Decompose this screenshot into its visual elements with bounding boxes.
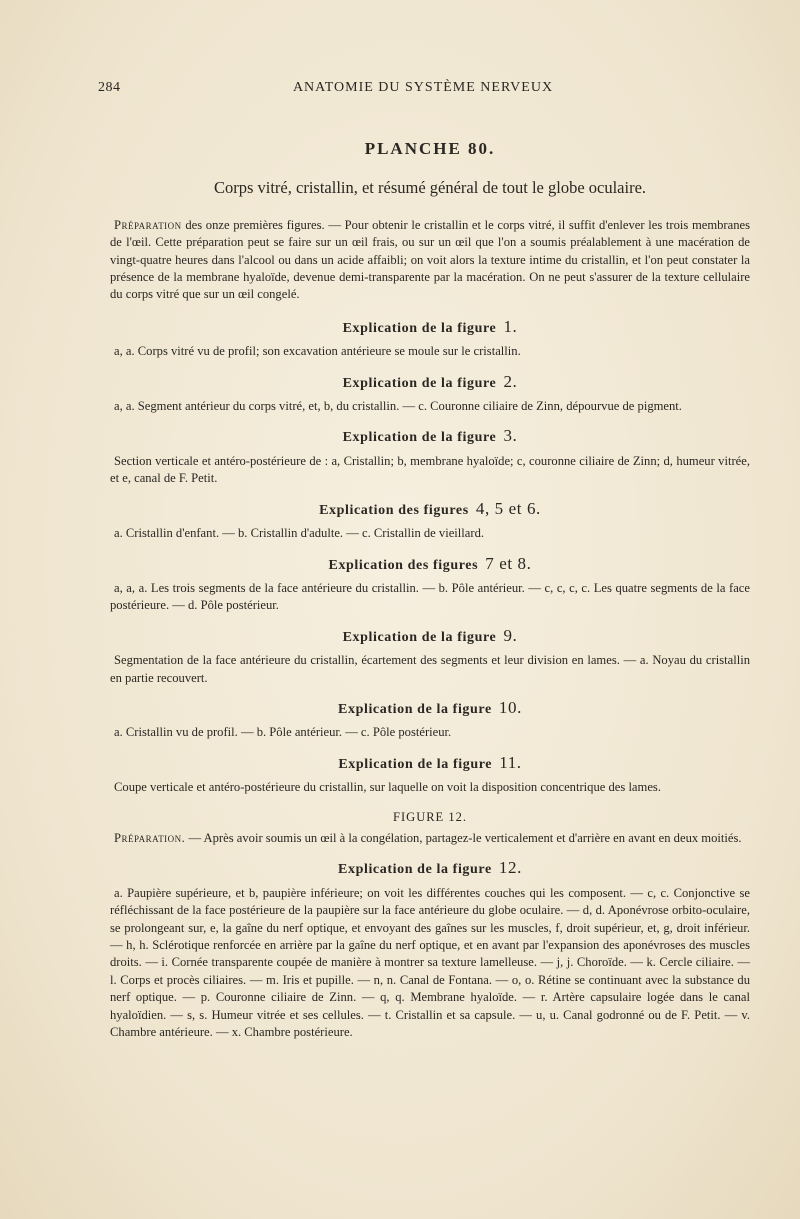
figure-9-explanation: Segmentation de la face antérieure du cristallin, écartement des segments et leur division en lames. — a. Noyau du cristallin en partie recouvert. bbox=[110, 653, 750, 685]
preparation-label: Préparation bbox=[114, 217, 182, 232]
figure-3-heading: Explication de la figure 3. bbox=[342, 426, 518, 446]
figure-11-heading: Explication de la figure 11. bbox=[338, 752, 522, 772]
figure-11-explanation: Coupe verticale et antéro-postérieure du cristallin, sur laquelle on voit la disposition concentrique des lames. bbox=[114, 780, 661, 795]
page-number: 284 bbox=[98, 80, 121, 95]
figure-12-heading: Explication de la figure 12. bbox=[338, 858, 522, 878]
figure-3-explanation: Section verticale et antéro-postérieure de : a, Cristallin; b, membrane hyaloïde; c, couronne ciliaire de Zinn; d, humeur vitrée, et e, canal de F. Petit. bbox=[110, 453, 750, 486]
preparation-text: des onze premières figures. — Pour obtenir le cristallin et le corps vitré, il suffit d'enlever les trois membranes de l'œil. Cette préparation peut se faire sur un œil frais, ou sur un œil que l'on a soumis préalablement à une macération de vingt-quatre heures dans l'alcool ou dans un acide affaibli; on voit alors la texture intime du cristallin, et l'on peut constater la présence de la membrane hyaloïde, devenue demi-transparente par la macération. On ne peut s'assurer de la texture cellulaire du corps vitré que sur un œil congelé. bbox=[110, 217, 750, 302]
preparation-12-paragraph bbox=[110, 830, 750, 847]
running-title: ANATOMIE DU SYSTÈME NERVEUX bbox=[292, 80, 554, 95]
preparation-12-label: Préparation. bbox=[114, 830, 186, 845]
figures-7-8-explanation: a, a, a. Les trois segments de la face antérieure du cristallin. — b. Pôle antérieur. — c, c, c, c. Les quatre segments de la face postérieure. — d. Pôle postérieur. bbox=[110, 580, 750, 613]
preparation-12-text: — Après avoir soumis un œil à la congélation, partagez-le verticalement et d'arrière en avant en deux moitiés. bbox=[185, 830, 742, 845]
figures-7-8-heading: Explication des figures 7 et 8. bbox=[328, 553, 532, 573]
page-body bbox=[110, 140, 750, 1041]
plate-title: PLANCHE 80. bbox=[364, 139, 496, 158]
figure-10-heading: Explication de la figure 10. bbox=[338, 697, 522, 717]
figure-1-heading: Explication de la figure 1. bbox=[342, 316, 518, 336]
figure-2-explanation: a, a. Segment antérieur du corps vitré, et, b, du cristallin. — c. Couronne ciliaire de Zinn, dépourvue de pigment. bbox=[114, 399, 682, 414]
running-header bbox=[98, 80, 748, 100]
figures-4-6-explanation: a. Cristallin d'enfant. — b. Cristallin d'adulte. — c. Cristallin de vieillard. bbox=[114, 526, 485, 541]
figure-1-explanation: a, a. Corps vitré vu de profil; son excavation antérieure se moule sur le cristallin. bbox=[114, 344, 521, 359]
figure-10-explanation: a. Cristallin vu de profil. — b. Pôle antérieur. — c. Pôle postérieur. bbox=[114, 725, 452, 740]
figures-4-6-heading: Explication des figures 4, 5 et 6. bbox=[319, 498, 541, 518]
figure-9-heading: Explication de la figure 9. bbox=[342, 625, 518, 645]
plate-subtitle: Corps vitré, cristallin, et résumé général de tout le globe oculaire. bbox=[213, 178, 647, 198]
figure-12-label: FIGURE 12. bbox=[393, 809, 467, 824]
preparation-paragraph bbox=[110, 217, 750, 304]
figure-2-heading: Explication de la figure 2. bbox=[342, 371, 518, 391]
figure-12-explanation: a. Paupière supérieure, et b, paupière inférieure; on voit les différentes couches qui les composent. — c, c. Conjonctive se réfléchissant de la face postérieure de la paupière sur la face antérieure du globe oculaire. — d, d. Aponévrose orbito-oculaire, se prolongeant sur, e, la gaîne du nerf optique, et envoyant des gaînes sur les muscles, f, droit supérieur, et, g, droit inférieur. — h, h. Sclérotique renforcée en arrière par la gaîne du nerf optique, et en avant par l'expansion des aponévroses des muscles droits. — i. Cornée transparente coupée de manière à montrer sa texture lamelleuse. — j, j. Choroïde. — k. Cercle ciliaire. — l. Corps et procès ciliaires. — m. Iris et pupille. — n, n. Canal de Fontana. — o, o. Rétine se continuant avec la substance du nerf optique. — p. Couronne ciliaire de Zinn. — q, q. Membrane hyaloïde. — r. Artère capsulaire logée dans le canal hyaloïdien. — s, s. Humeur vitrée et ses cellules. — t. Cristallin et sa capsule. — u, u. Canal godronné ou de F. Petit. — v. Chambre antérieure. — x. Chambre postérieure. bbox=[110, 885, 750, 1040]
